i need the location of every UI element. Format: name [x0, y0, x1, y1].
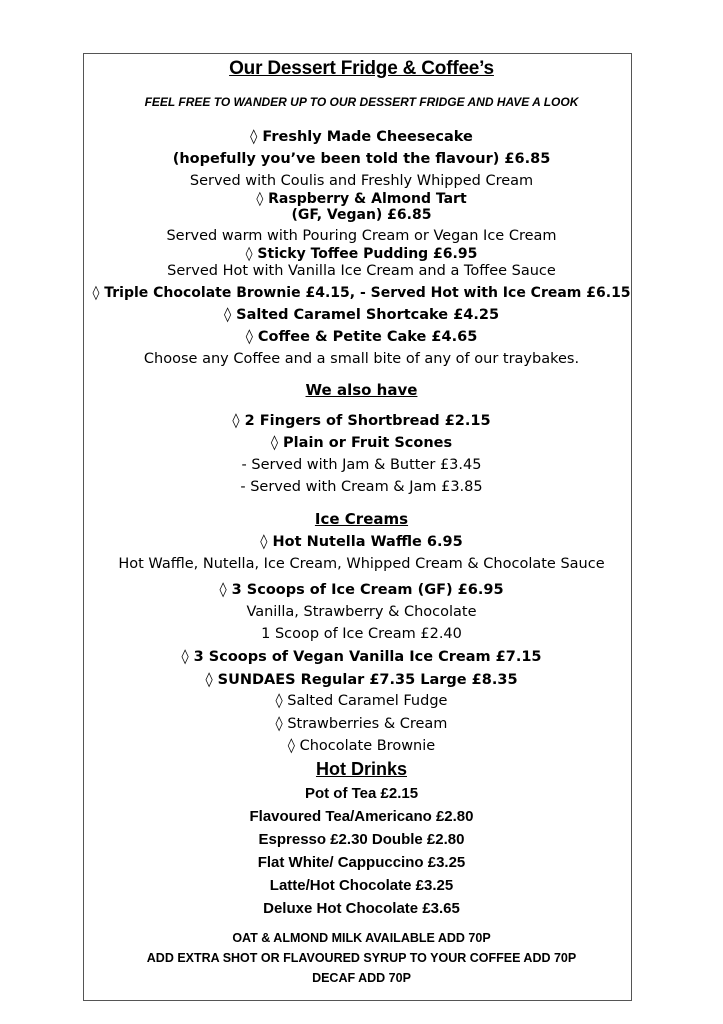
item-scones: ◊ Plain or Fruit Scones — [270, 435, 453, 451]
item-sundaes: ◊ SUNDAES Regular £7.35 Large £8.35 — [205, 672, 518, 688]
item-one-scoop: 1 Scoop of Ice Cream £2.40 — [261, 626, 462, 642]
item-sundae-brownie: ◊ Chocolate Brownie — [287, 738, 436, 754]
drink-tea: Pot of Tea £2.15 — [304, 785, 419, 802]
item-toffee-desc: Served Hot with Vanilla Ice Cream and a Toffee Sauce — [167, 263, 556, 279]
item-sundae-fudge: ◊ Salted Caramel Fudge — [275, 693, 448, 709]
item-cheesecake-price: (hopefully you’ve been told the flavour) £6.85 — [172, 151, 551, 167]
item-scones-cream: - Served with Cream & Jam £3.85 — [240, 479, 483, 495]
heading-also: We also have — [305, 381, 418, 399]
item-vegan-scoops: ◊ 3 Scoops of Vegan Vanilla Ice Cream £7.15 — [181, 649, 542, 665]
item-scoops: ◊ 3 Scoops of Ice Cream (GF) £6.95 — [219, 582, 504, 598]
menu-subtitle: FEEL FREE TO WANDER UP TO OUR DESSERT FRIDGE AND HAVE A LOOK — [144, 95, 579, 109]
note-extra-shot: ADD EXTRA SHOT OR FLAVOURED SYRUP TO YOUR COFFEE ADD 70P — [146, 951, 577, 965]
item-shortbread: ◊ 2 Fingers of Shortbread £2.15 — [232, 413, 491, 429]
item-tart-price: (GF, Vegan) £6.85 — [291, 207, 432, 223]
item-tart-desc: Served warm with Pouring Cream or Vegan Ice Cream — [166, 228, 557, 244]
item-sundae-strawberries: ◊ Strawberries & Cream — [275, 716, 448, 732]
item-tart: ◊ Raspberry & Almond Tart — [256, 191, 467, 207]
heading-ice-creams: Ice Creams — [314, 510, 409, 528]
item-coffee-cake: ◊ Coffee & Petite Cake £4.65 — [245, 329, 478, 345]
item-cheesecake-desc: Served with Coulis and Freshly Whipped Cream — [189, 173, 534, 189]
drink-espresso: Espresso £2.30 Double £2.80 — [258, 831, 465, 848]
note-decaf: DECAF ADD 70P — [312, 971, 411, 985]
item-cheesecake: ◊ Freshly Made Cheesecake — [250, 129, 473, 145]
item-coffee-cake-desc: Choose any Coffee and a small bite of any of our traybakes. — [143, 351, 580, 367]
drink-flavoured: Flavoured Tea/Americano £2.80 — [249, 808, 474, 825]
item-brownie: ◊ Triple Chocolate Brownie £4.15, - Served Hot with Ice Cream £6.15 — [92, 285, 631, 301]
item-scoops-flavours: Vanilla, Strawberry & Chocolate — [246, 604, 477, 620]
item-shortcake: ◊ Salted Caramel Shortcake £4.25 — [223, 307, 500, 323]
item-toffee: ◊ Sticky Toffee Pudding £6.95 — [245, 246, 478, 262]
item-waffle: ◊ Hot Nutella Waffle 6.95 — [260, 534, 463, 550]
drink-flat-white: Flat White/ Cappuccino £3.25 — [257, 854, 466, 871]
heading-hot-drinks: Hot Drinks — [315, 759, 407, 779]
note-milk: OAT & ALMOND MILK AVAILABLE ADD 70P — [232, 931, 491, 945]
menu-title: Our Dessert Fridge & Coffee’s — [229, 58, 494, 79]
drink-deluxe: Deluxe Hot Chocolate £3.65 — [263, 900, 460, 917]
drink-latte: Latte/Hot Chocolate £3.25 — [269, 877, 454, 894]
item-waffle-desc: Hot Waffle, Nutella, Ice Cream, Whipped Cream & Chocolate Sauce — [118, 556, 605, 572]
item-scones-jam: - Served with Jam & Butter £3.45 — [241, 457, 482, 473]
